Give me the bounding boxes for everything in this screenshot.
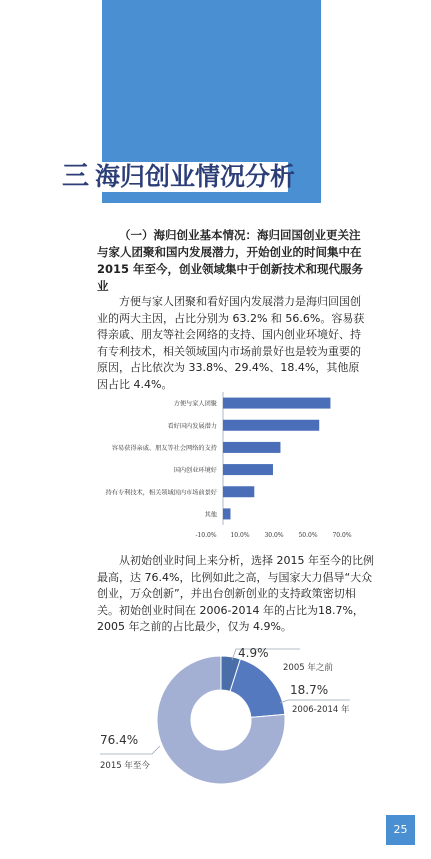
donut-leader-line <box>280 700 350 703</box>
x-tick-label: -10.0% <box>195 532 217 539</box>
donut-percent-label: 4.9% <box>238 646 269 660</box>
donut-percent-label: 76.4% <box>100 733 139 747</box>
bar <box>223 420 319 431</box>
page-number: 25 <box>386 815 415 845</box>
bar-category-label: 容易获得亲戚、朋友等社会网络的支持 <box>111 444 217 452</box>
donut-category-label: 2015 年至今 <box>100 761 150 771</box>
donut-percent-label: 18.7% <box>290 683 329 697</box>
section-title: 海归创业情况分析 <box>95 162 296 191</box>
donut-category-label: 2006-2014 年 <box>292 705 350 715</box>
subsection-heading: （一）海归创业基本情况：海归回国创业更关注与家人团聚和国内发展潜力，开始创业的时间集中在 2015 年至今，创业领域集中于创新技术和现代服务业 <box>97 228 364 293</box>
paragraph-start-time: 从初始创业时间上来分析，选择 2015 年至今的比例最高，达 76.4%，比例如此之高，与国家大力倡导“大众创业，万众创新”，并出台创新创业的支持政策密切相关。初始创业时间在 2006-2014 年的占比为18.7%，2005 年之前的占比最少，仅为 4.9%。 <box>97 554 374 633</box>
bar <box>223 464 273 475</box>
bar <box>223 442 280 453</box>
reasons-bar-chart <box>40 392 370 552</box>
paragraph-reasons: 方便与家人团聚和看好国内发展潜力是海归回国创业的两大主因，占比分别为 63.2% 和 56.6%。容易获得亲戚、朋友等社会网络的支持、国内创业环境好、持有专利技术，相关领域国内市场前景好也是较为重要的原因，占比依次为 33.8%、29.4%、18.4%，其他原因占比 4.4%。 <box>97 295 365 391</box>
bar <box>223 508 230 519</box>
donut-leader-line <box>100 746 160 754</box>
bar-category-label: 看好国内发展潜力 <box>167 422 217 430</box>
x-tick-label: 30.0% <box>264 532 284 539</box>
section-number: 三 <box>62 161 89 192</box>
x-tick-label: 70.0% <box>332 532 352 539</box>
donut-slice <box>230 659 285 717</box>
start-time-donut-chart <box>0 640 431 805</box>
bar-category-label: 其他 <box>204 511 217 519</box>
section-title-bar <box>62 161 296 192</box>
x-tick-label: 50.0% <box>298 532 318 539</box>
donut-category-label: 2005 年之前 <box>283 663 333 673</box>
bar-category-label: 持有专利技术，相关领域国内市场前景好 <box>105 489 217 497</box>
bar <box>223 398 330 409</box>
bar-category-label: 方便与家人团聚 <box>173 400 217 408</box>
bar <box>223 486 254 497</box>
x-tick-label: 10.0% <box>230 532 250 539</box>
bar-category-label: 国内创业环境好 <box>173 467 217 475</box>
